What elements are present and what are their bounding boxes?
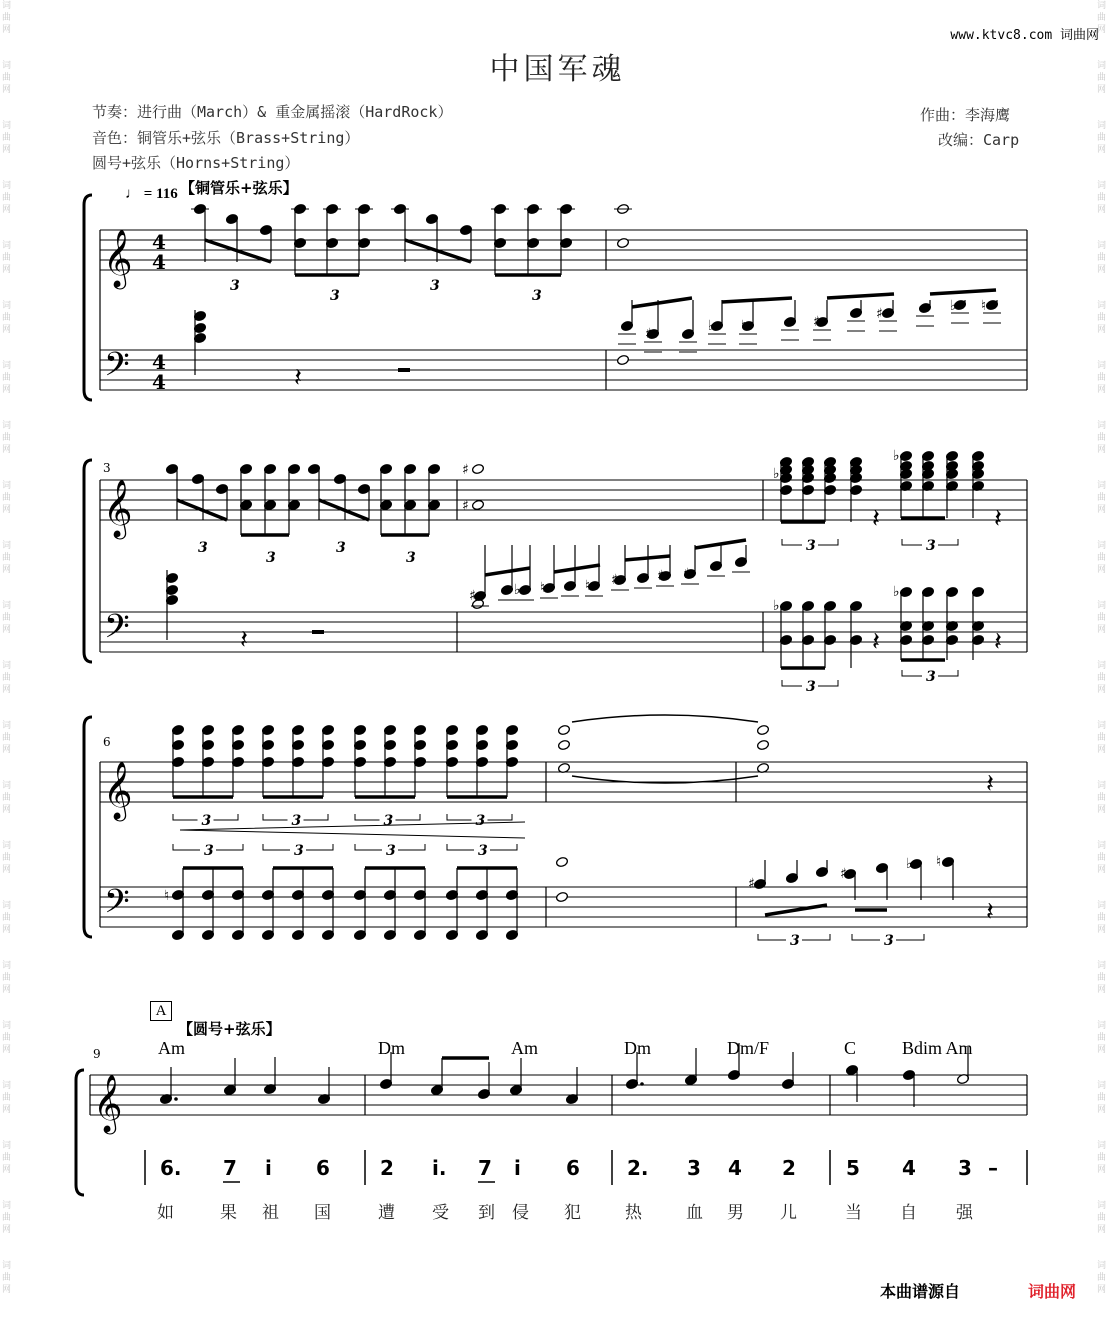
time-signature-top: 4 [152,230,166,254]
measure-number: 9 [93,1047,101,1061]
accidental: ♯ [840,866,847,882]
tie [572,715,758,722]
side-watermark-text: 词曲网 [2,601,12,635]
tuplet-number: 3 [266,550,276,566]
lyric-char: 国 [314,1203,331,1223]
note-beam [205,240,271,262]
arranger: 改编：Carp [938,131,1020,149]
jianpu-note: 6 [316,1156,330,1180]
side-watermark-text: 词曲网 [1097,661,1107,695]
note-head [555,856,568,867]
measure-number: 6 [103,735,111,749]
side-watermark-text: 词曲网 [1097,1021,1107,1055]
accidental: ♯ [657,568,664,584]
lyric-char: 受 [432,1203,449,1223]
accidental: ♮ [585,578,591,594]
tone-info-2: 圆号+弦乐（Horns+String） [92,154,300,172]
tuplet-number: 3 [475,813,486,829]
jianpu-dash: – [988,1156,998,1180]
note-head [555,891,568,902]
tuplet-number: 3 [806,538,816,554]
tuplet-number: 3 [201,813,212,829]
side-watermark-text: 词曲网 [2,721,12,755]
side-watermark-text: 词曲网 [2,241,12,275]
note-head [756,739,769,750]
side-watermark-text: 词曲网 [1097,541,1107,575]
tuplet-number: 3 [406,550,416,566]
note-head [616,237,629,248]
side-watermark-text: 词曲网 [1097,421,1107,455]
dot [174,1097,178,1101]
lyric-char: 血 [686,1203,703,1223]
side-watermark-text: 词曲网 [1097,241,1107,275]
side-watermark-text: 词曲网 [1097,961,1107,995]
dot [640,1082,644,1086]
quarter-rest: 𝄽 [986,897,994,927]
side-watermark-text: 词曲网 [2,1141,12,1175]
jianpu-note: 7 [223,1156,237,1180]
chord-symbol: Dm [624,1038,651,1058]
tuplet-number: 3 [330,288,340,304]
time-signature-top: 4 [152,350,166,374]
system-bracket [76,1070,84,1195]
site-watermark[interactable]: www.ktvc8.com 词曲网 [950,28,1099,43]
lyric-char: 果 [220,1203,237,1223]
accidental: ♭ [893,448,900,464]
note-head [471,499,484,510]
jianpu-note: 7 [478,1156,492,1180]
chord-symbol: Dm/F [727,1038,770,1058]
quarter-note-icon: ♩ [125,186,140,202]
accidental: ♯ [813,314,820,330]
jianpu-note: 6. [160,1156,182,1180]
note-head [557,739,570,750]
accidental: ♭ [773,598,780,614]
accidental: ♯ [876,306,883,322]
lyric-char: 犯 [564,1203,581,1223]
time-signature-bottom: 4 [152,370,166,394]
side-watermark-text: 词曲网 [1097,1,1107,35]
tuplet-number: 3 [291,813,302,829]
accidental: ♭ [950,298,957,314]
accidental: ♮ [741,318,747,334]
treble-clef: 𝄞 [103,479,133,537]
note-beam [405,240,471,262]
footer-logo[interactable]: 词曲网 [1028,1282,1077,1301]
lyric-char: 当 [845,1203,862,1223]
accidental: ♯ [645,326,652,342]
lyric-char: 祖 [262,1203,279,1223]
side-watermark-text: 词曲网 [2,1081,12,1115]
tuplet-number: 3 [230,278,240,294]
tuplet-number: 3 [383,813,394,829]
jianpu-note: 6 [566,1156,580,1180]
measure-number: 3 [103,461,111,475]
rehearsal-mark: A [150,1001,172,1021]
bass-clef: 𝄢 [104,608,130,654]
side-watermark-text: 词曲网 [2,481,12,515]
lyric-char: 到 [478,1203,495,1223]
tuplet-number: 3 [478,843,488,859]
side-watermark-text: 词曲网 [1097,901,1107,935]
quarter-rest: 𝄽 [872,627,880,657]
accidental: ♭ [708,318,715,334]
note-head [616,354,629,365]
side-watermark-text: 词曲网 [2,1021,12,1055]
note-beam [632,298,692,307]
crescendo-hairpin [180,822,525,838]
jianpu-note: i [514,1156,521,1180]
chord-symbol: Bdim Am [902,1038,973,1058]
note-beam [827,294,894,298]
accidental: ♯ [748,876,755,892]
side-watermark-text: 词曲网 [2,901,12,935]
accidental: ♮ [540,580,546,596]
side-watermark-text: 词曲网 [1097,1081,1107,1115]
accidental: ♯ [462,498,469,514]
chord-symbol: Dm [378,1038,405,1058]
note-beam [554,565,600,572]
tuplet-number: 3 [926,538,936,554]
lyric-char: 自 [900,1203,917,1223]
lyric-char: 侵 [512,1203,529,1223]
note-beam [625,556,670,560]
accidental: ♮ [936,854,942,870]
tuplet-number: 3 [430,278,440,294]
chord-symbol: C [844,1038,857,1058]
accidental: ♭ [893,584,900,600]
jianpu-note: i [265,1156,272,1180]
accidental: ♭ [514,582,521,598]
side-watermark-text: 词曲网 [2,1,12,35]
tuplet-number: 3 [336,540,346,556]
side-watermark-text: 词曲网 [2,61,12,95]
quarter-rest: 𝄽 [994,627,1002,657]
tuplet-number: 3 [386,843,396,859]
section-label-a: 【圆号+弦乐】 [178,1020,281,1038]
footer-source: 本曲谱源自 [880,1282,961,1301]
jianpu-note: i. [432,1156,447,1180]
side-watermark-text: 词曲网 [1097,601,1107,635]
accidental: ♮ [981,298,987,314]
bass-clef: 𝄢 [104,346,130,392]
tuplet-number: 3 [204,843,214,859]
jianpu-note: 2. [627,1156,649,1180]
accidental: ♮ [164,888,170,904]
side-watermark-text: 词曲网 [1097,1201,1107,1235]
treble-clef: 𝄞 [103,229,133,287]
side-watermark-text: 词曲网 [2,1201,12,1235]
side-watermark-text: 词曲网 [1097,181,1107,215]
side-watermark-text: 词曲网 [2,841,12,875]
jianpu-note: 2 [380,1156,394,1180]
side-watermark-text: 词曲网 [2,181,12,215]
accidental: ♯ [683,566,690,582]
quarter-rest: 𝄽 [994,504,1002,534]
rhythm-info: 节奏：进行曲（March）& 重金属摇滚（HardRock） [92,103,453,121]
note-head [471,463,484,474]
lyric-char: 如 [157,1203,174,1223]
quarter-rest: 𝄽 [240,625,248,655]
quarter-rest: 𝄽 [872,504,880,534]
note-head [557,724,570,735]
side-watermark-text: 词曲网 [2,661,12,695]
section-label-intro: 【铜管乐+弦乐】 [180,179,298,197]
composer: 作曲：李海鹰 [920,106,1011,124]
tempo-value: = 116 [143,186,178,202]
tuplet-number: 3 [926,669,936,685]
tuplet-number: 3 [294,843,304,859]
lyric-char: 遭 [378,1203,395,1223]
side-watermark-text: 词曲网 [2,121,12,155]
tuplet-number: 3 [884,933,894,949]
lyric-char: 热 [625,1203,642,1223]
note-head [756,724,769,735]
system-bracket [84,460,92,662]
note-beam [722,298,792,302]
jianpu-note: 5 [846,1156,860,1180]
side-watermark-text: 词曲网 [1097,361,1107,395]
tuplet-number: 3 [198,540,208,556]
side-watermark-text: 词曲网 [2,1261,12,1295]
accidental: ♯ [611,572,618,588]
chord-symbol: Am [511,1038,538,1058]
side-watermark-text: 词曲网 [1097,121,1107,155]
side-watermark-text: 词曲网 [1097,301,1107,335]
side-watermark-text: 词曲网 [2,961,12,995]
jianpu-note: 2 [782,1156,796,1180]
half-rest [312,630,324,634]
side-watermark-text: 词曲网 [1097,721,1107,755]
side-watermark-text: 词曲网 [2,301,12,335]
side-watermark-text: 词曲网 [2,781,12,815]
tuplet-number: 3 [806,679,816,695]
lyric-char: 儿 [780,1203,797,1223]
tuplet-number: 3 [790,933,800,949]
chord-symbol: Am [158,1038,185,1058]
jianpu-note: 3 [687,1156,701,1180]
accidental: ♯ [462,462,469,478]
jianpu-note: 3 [958,1156,972,1180]
treble-clef: 𝄞 [103,761,133,819]
side-watermark-text: 词曲网 [1097,841,1107,875]
song-title: 中国军魂 [489,52,626,87]
quarter-rest: 𝄽 [294,363,302,393]
lyric-char: 男 [727,1203,744,1223]
side-watermark-text: 词曲网 [1097,61,1107,95]
tone-info: 音色：铜管乐+弦乐（Brass+String） [92,129,360,147]
note-beam [930,290,996,294]
accidental: ♭ [906,856,913,872]
accidental: ♯ [469,588,476,604]
tuplet-number: 3 [532,288,542,304]
jianpu-note: 4 [902,1156,916,1180]
jianpu-note: 4 [728,1156,742,1180]
side-watermark-text: 词曲网 [2,421,12,455]
accidental: ♭ [773,466,780,482]
side-watermark-text: 词曲网 [2,541,12,575]
lyric-char: 强 [956,1203,973,1223]
treble-clef: 𝄞 [93,1074,123,1132]
note-beam [485,568,530,575]
quarter-rest: 𝄽 [986,769,994,799]
side-watermark-text: 词曲网 [2,361,12,395]
side-watermark-text: 词曲网 [1097,481,1107,515]
half-rest [398,368,410,372]
side-watermark-text: 词曲网 [1097,781,1107,815]
bass-clef: 𝄢 [104,883,130,929]
system-bracket [84,195,92,400]
side-watermark-text: 词曲网 [1097,1261,1107,1295]
system-bracket [84,717,92,937]
time-signature-bottom: 4 [152,250,166,274]
side-watermark-text: 词曲网 [1097,1141,1107,1175]
